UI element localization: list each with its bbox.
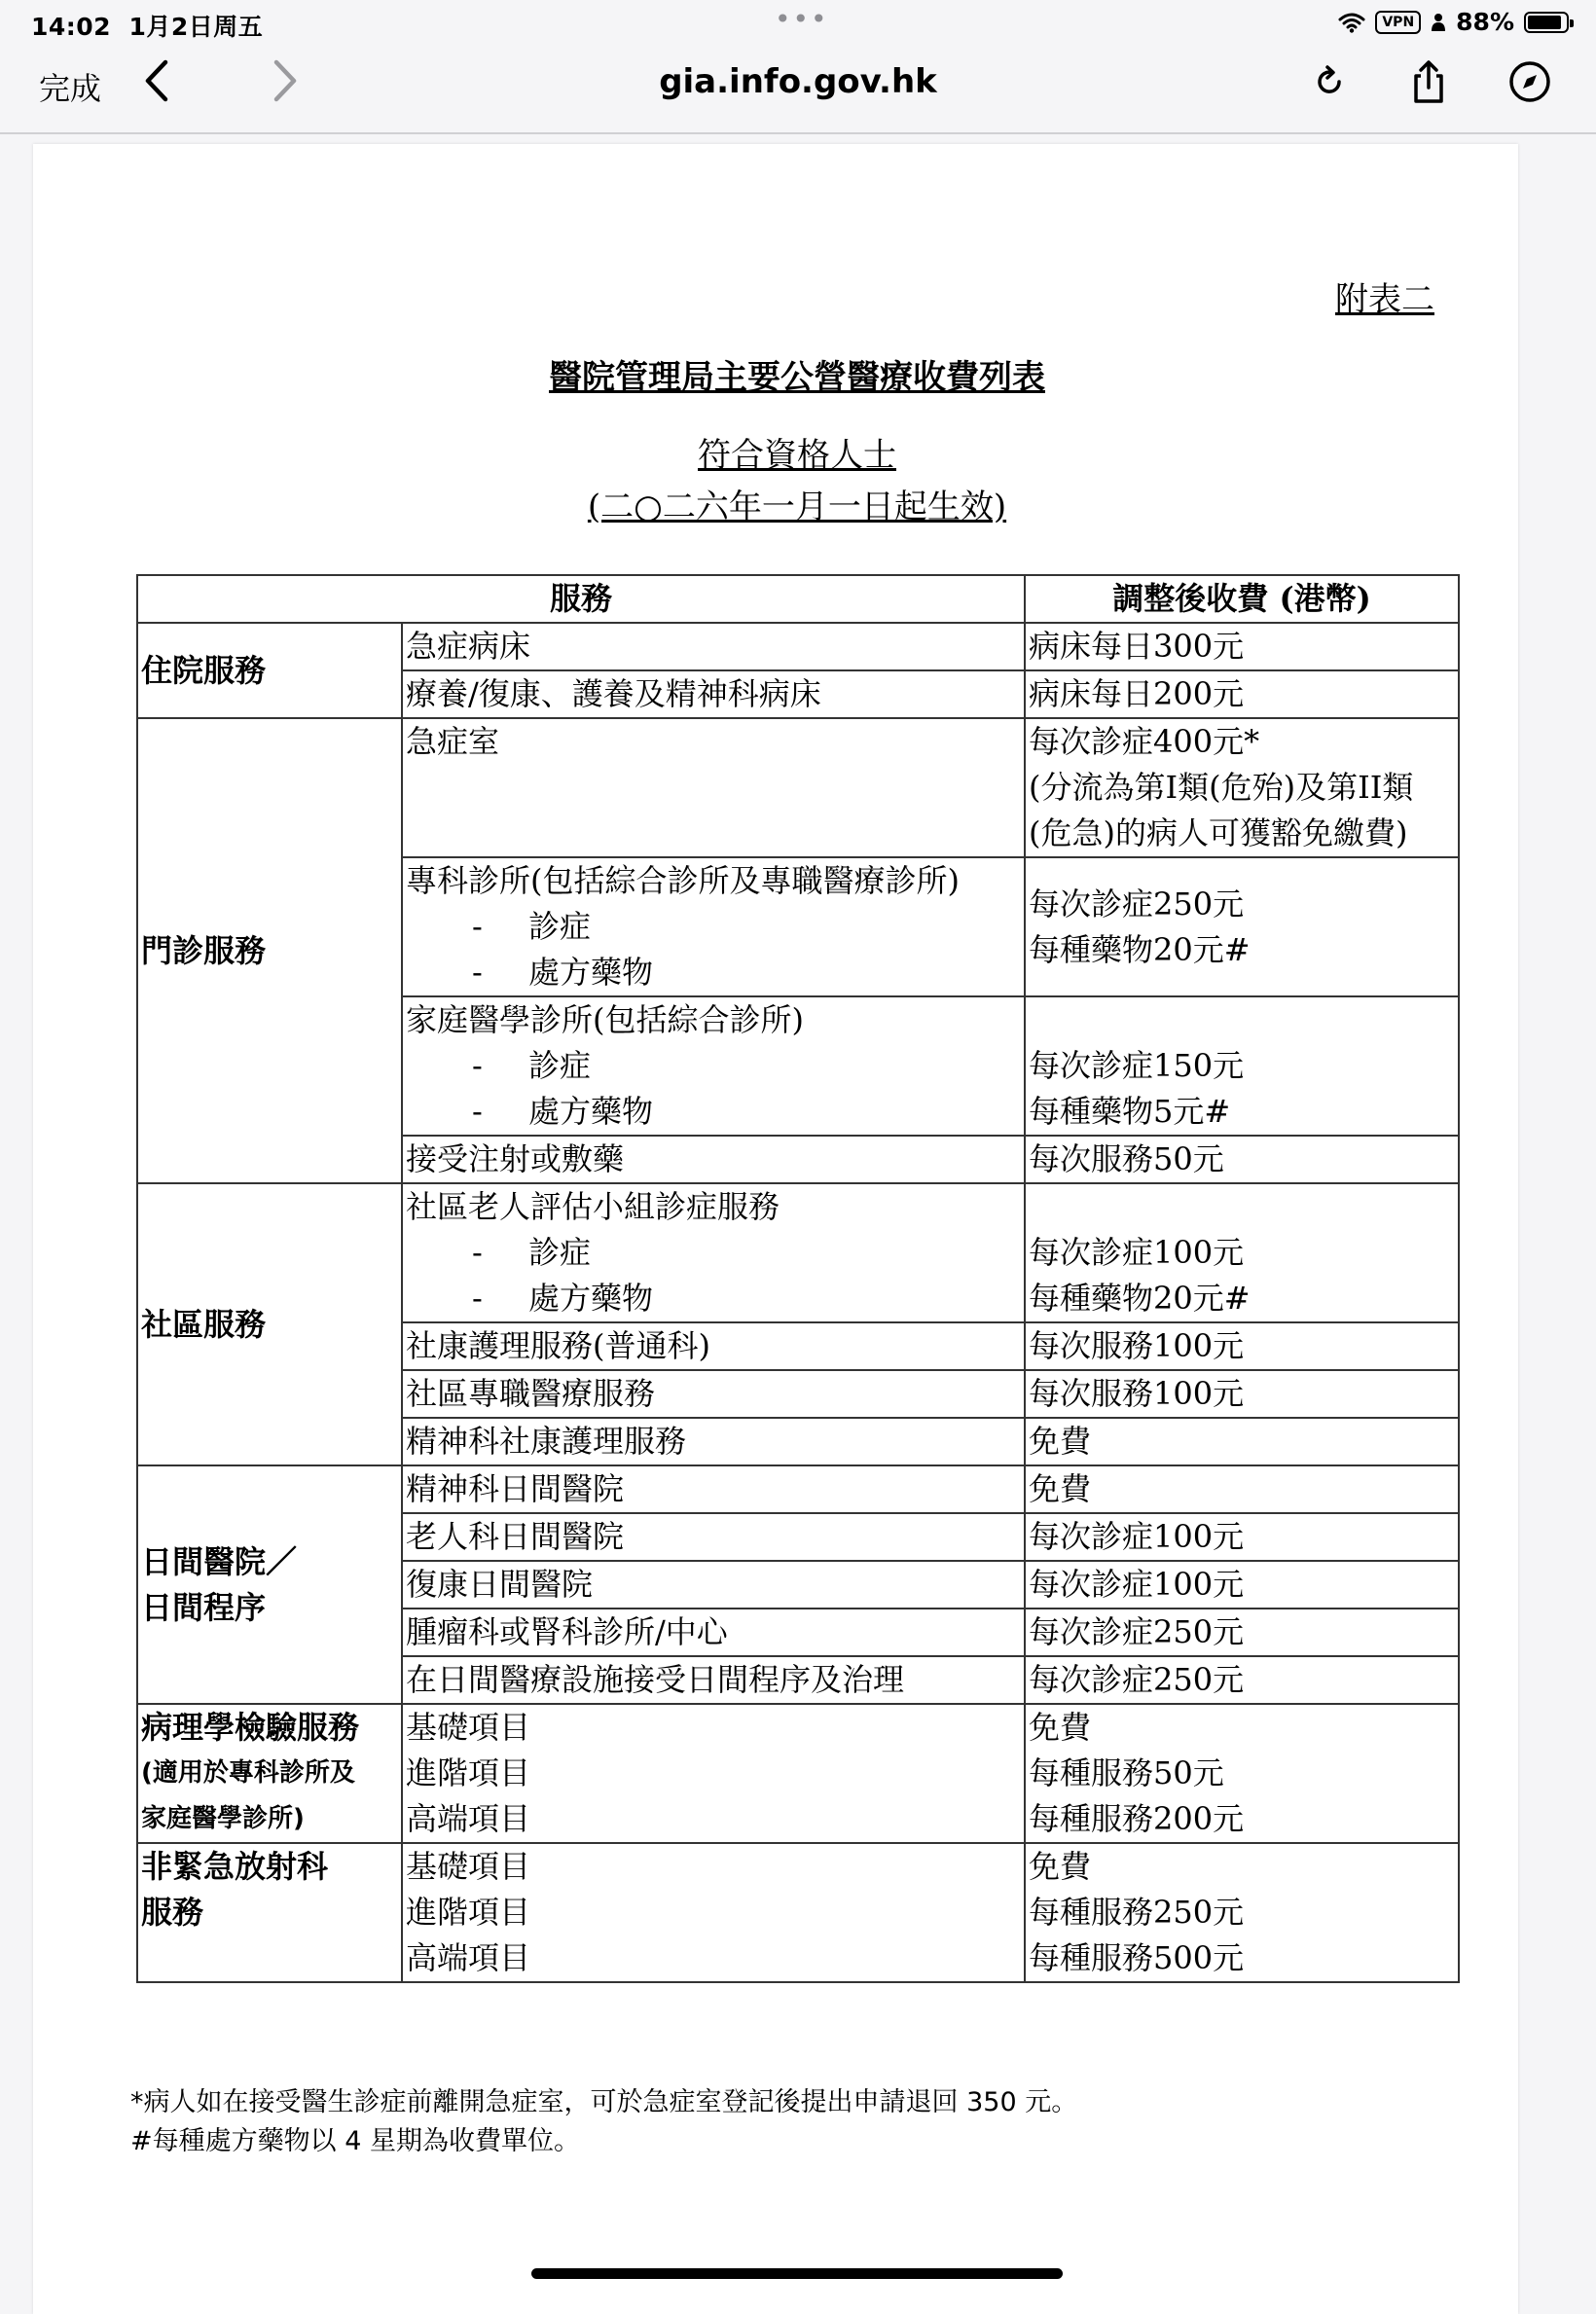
service-cell: 急症室 xyxy=(402,718,1025,857)
home-indicator[interactable] xyxy=(531,2268,1063,2279)
category-radiology-line2: 服務 xyxy=(141,1894,204,1931)
pathology-fee-advanced: 每種服務50元 xyxy=(1029,1754,1224,1791)
service-fm: 家庭醫學診所(包括綜合診所) xyxy=(406,1001,804,1038)
service-cell: 社區專職醫療服務 xyxy=(402,1370,1025,1418)
battery-percent: 88% xyxy=(1456,8,1514,36)
header-service: 服務 xyxy=(137,575,1025,623)
fee-cell xyxy=(1025,857,1459,996)
category-day-line1: 日間醫院／ xyxy=(141,1542,298,1580)
fee-cell: 每次診症100元 xyxy=(1025,1561,1459,1609)
effective-date: (二○二六年一月一日起生效) xyxy=(587,488,1007,526)
service-cell: 復康日間醫院 xyxy=(402,1561,1025,1609)
service-cgat-consult: - 診症 xyxy=(406,1230,1021,1276)
wifi-icon xyxy=(1338,12,1365,33)
fee-cell: 每次服務100元 xyxy=(1025,1322,1459,1370)
pathology-item-basic: 基礎項目 xyxy=(406,1709,531,1746)
service-cell xyxy=(402,1843,1025,1982)
table-row xyxy=(137,1704,1459,1843)
fee-cell xyxy=(1025,1704,1459,1843)
service-fm-consult: - 診症 xyxy=(406,1043,1021,1089)
service-cell xyxy=(402,1704,1025,1843)
service-soc: 專科診所(包括綜合診所及專職醫療診所) xyxy=(406,862,960,899)
pathology-item-highend: 高端項目 xyxy=(406,1800,531,1837)
fee-ae-note: (分流為第I類(危殆)及第II類(危急)的病人可獲豁免繳費) xyxy=(1029,769,1414,851)
fee-cell: 病床每日200元 xyxy=(1025,670,1459,718)
category-radiology-line1: 非緊急放射科 xyxy=(141,1848,329,1885)
fee-cell: 免費 xyxy=(1025,1418,1459,1465)
category-radiology xyxy=(137,1843,402,1982)
fee-table xyxy=(136,574,1460,1983)
fee-fm-drug: 每種藥物5元# xyxy=(1029,1093,1231,1130)
document-page xyxy=(33,144,1518,2314)
service-cell xyxy=(402,996,1025,1136)
status-time: 14:02 1月2日周五 xyxy=(31,13,264,41)
status-bar xyxy=(0,0,1596,43)
service-cell: 療養/復康、護養及精神科病床 xyxy=(402,670,1025,718)
reload-icon[interactable] xyxy=(1306,58,1353,105)
category-day-hospital xyxy=(137,1465,402,1704)
radiology-fee-advanced: 每種服務250元 xyxy=(1029,1894,1245,1931)
category-inpatient: 住院服務 xyxy=(137,623,402,718)
radiology-fee-highend: 每種服務500元 xyxy=(1029,1939,1245,1976)
pathology-fee-basic: 免費 xyxy=(1029,1709,1092,1746)
service-cell: 急症病床 xyxy=(402,623,1025,670)
service-cell: 社康護理服務(普通科) xyxy=(402,1322,1025,1370)
multitasking-dots-icon[interactable]: ••• xyxy=(775,3,829,35)
page-title: 醫院管理局主要公營醫療收費列表 xyxy=(549,358,1045,397)
fee-cgat-drug: 每種藥物20元# xyxy=(1029,1280,1251,1317)
compass-icon[interactable] xyxy=(1506,58,1553,105)
radiology-item-advanced: 進階項目 xyxy=(406,1894,531,1931)
page-subtitle: 符合資格人士 xyxy=(698,436,896,475)
fee-cell: 每次診症250元 xyxy=(1025,1656,1459,1704)
service-cell: 精神科社康護理服務 xyxy=(402,1418,1025,1465)
fee-cell xyxy=(1025,1843,1459,1982)
radiology-item-highend: 高端項目 xyxy=(406,1939,531,1976)
forward-arrow-icon[interactable] xyxy=(265,56,304,105)
service-cgat-drug: - 處方藥物 xyxy=(406,1276,1021,1321)
table-row xyxy=(137,1183,1459,1322)
service-cgat: 社區老人評估小組診症服務 xyxy=(406,1188,780,1225)
share-icon[interactable] xyxy=(1405,58,1452,105)
fee-cell xyxy=(1025,1183,1459,1322)
browser-toolbar xyxy=(0,43,1596,134)
pathology-item-advanced: 進階項目 xyxy=(406,1754,531,1791)
service-soc-consult: - 診症 xyxy=(406,904,1021,950)
category-outpatient: 門診服務 xyxy=(137,718,402,1183)
done-button[interactable]: 完成 xyxy=(39,70,102,107)
service-cell: 接受注射或敷藥 xyxy=(402,1136,1025,1183)
fee-cell: 每次診症100元 xyxy=(1025,1513,1459,1561)
category-pathology xyxy=(137,1704,402,1843)
category-pathology-line2: (適用於專科診所及 xyxy=(141,1758,355,1788)
pathology-fee-highend: 每種服務200元 xyxy=(1029,1800,1245,1837)
fee-cell: 免費 xyxy=(1025,1465,1459,1513)
service-fm-drug: - 處方藥物 xyxy=(406,1089,1021,1135)
category-day-line2: 日間程序 xyxy=(141,1588,267,1626)
service-cell: 腫瘤科或腎科診所/中心 xyxy=(402,1609,1025,1656)
back-arrow-icon[interactable] xyxy=(138,56,177,105)
fee-cgat-consult: 每次診症100元 xyxy=(1029,1234,1245,1271)
header-fee: 調整後收費 (港幣) xyxy=(1025,575,1459,623)
table-row xyxy=(137,718,1459,857)
fee-soc-consult: 每次診症250元 xyxy=(1029,885,1245,922)
service-cell xyxy=(402,857,1025,996)
table-row xyxy=(137,623,1459,670)
category-community: 社區服務 xyxy=(137,1183,402,1465)
category-pathology-line1: 病理學檢驗服務 xyxy=(141,1709,360,1746)
fee-cell: 每次診症250元 xyxy=(1025,1609,1459,1656)
category-pathology-line3: 家庭醫學診所) xyxy=(141,1804,305,1833)
fee-cell xyxy=(1025,996,1459,1136)
service-cell: 在日間醫療設施接受日間程序及治理 xyxy=(402,1656,1025,1704)
service-soc-drug: - 處方藥物 xyxy=(406,950,1021,995)
fee-cell: 每次服務50元 xyxy=(1025,1136,1459,1183)
url-field-wrapper xyxy=(0,62,1596,101)
fee-cell: 每次服務100元 xyxy=(1025,1370,1459,1418)
table-row xyxy=(137,1843,1459,1982)
table-header-row xyxy=(137,575,1459,623)
annex-label: 附表二 xyxy=(1335,280,1434,319)
service-cell xyxy=(402,1183,1025,1322)
person-icon xyxy=(1431,13,1446,32)
fee-soc-drug: 每種藥物20元# xyxy=(1029,930,1251,968)
fee-cell xyxy=(1025,718,1459,857)
fee-fm-consult: 每次診症150元 xyxy=(1029,1047,1245,1084)
battery-icon xyxy=(1524,12,1569,33)
table-row xyxy=(137,1465,1459,1513)
service-cell: 精神科日間醫院 xyxy=(402,1465,1025,1513)
fee-ae-main: 每次診症400元* xyxy=(1029,723,1260,760)
footnote-ae-refund: *病人如在接受醫生診症前離開急症室，可於急症室登記後提出申請退回 350 元。 xyxy=(130,2087,1078,2117)
radiology-item-basic: 基礎項目 xyxy=(406,1848,531,1885)
vpn-badge: VPN xyxy=(1375,11,1421,34)
radiology-fee-basic: 免費 xyxy=(1029,1848,1092,1885)
service-cell: 老人科日間醫院 xyxy=(402,1513,1025,1561)
footnote-drug-unit: #每種處方藥物以 4 星期為收費單位。 xyxy=(130,2126,580,2156)
fee-cell: 病床每日300元 xyxy=(1025,623,1459,670)
url-field[interactable]: gia.info.gov.hk xyxy=(659,62,937,101)
